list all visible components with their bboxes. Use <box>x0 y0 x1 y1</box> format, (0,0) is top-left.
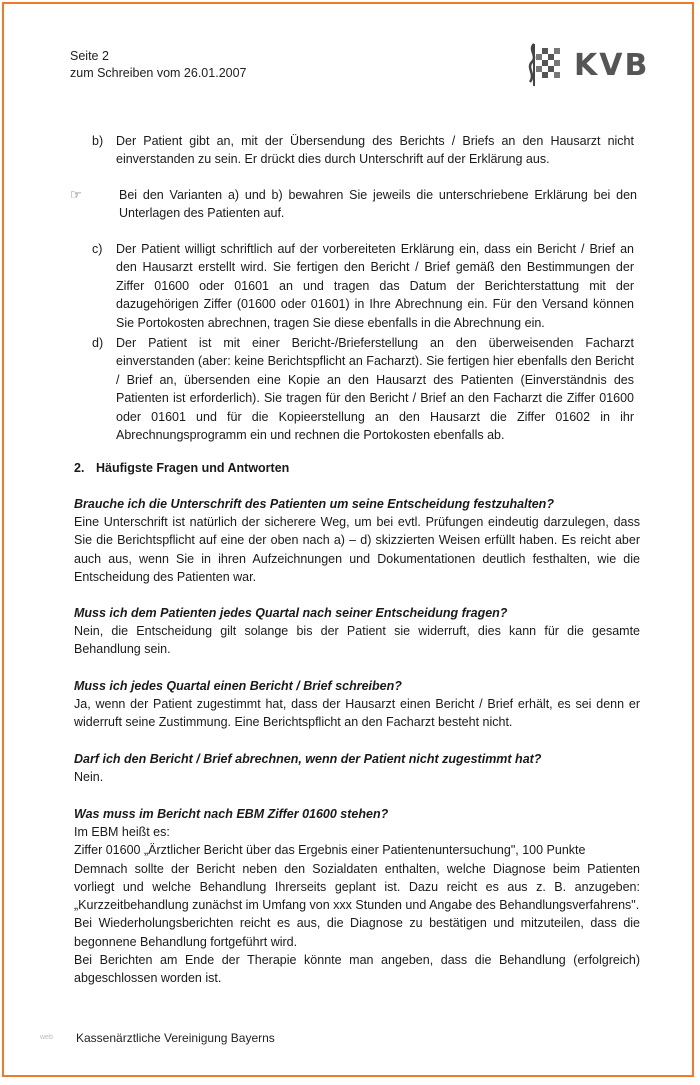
section-number: 2. <box>74 461 85 475</box>
list-text: Der Patient willigt schriftlich auf der vorbereiteten Erklärung ein, dass ein Bericht / Brief an den Hausarzt erstellt wird. Sie fertigen den Bericht / Brief gemäß den Bestimmungen der Ziffer 01600 oder 01601 an und tragen das Datum der Berichterstattung mit der dazugehörigen Ziffer (01600 oder 01601) in Ihre Abrechnung ein. Für den Versand können Sie Portokosten abrechnen, tragen Sie diese ebenfalls in die Abrechnung ein. <box>116 242 634 330</box>
list-label: c) <box>92 242 103 256</box>
answer-paragraph: Bei Wiederholungsberichten reicht es aus, die Diagnose zu bestätigen und mitzuteilen, dass die begonnene Behandlung fortgeführt wird. <box>74 916 640 949</box>
faq-answer <box>74 768 640 786</box>
answer-paragraph: Im EBM heißt es: <box>74 825 170 839</box>
list-label: b) <box>92 134 104 148</box>
page-header <box>70 48 247 82</box>
answer-paragraph: Nein, die Entscheidung gilt solange bis der Patient sie widerruft, dies kann für die gesamte Behandlung sein. <box>74 624 640 657</box>
logo-wordmark: KVB <box>574 47 650 83</box>
faq-answer <box>74 622 640 659</box>
faq-question: Brauche ich die Unterschrift des Patienten um seine Entscheidung festzuhalten? <box>74 497 554 511</box>
faq-question: Darf ich den Bericht / Brief abrechnen, wenn der Patient nicht zugestimmt hat? <box>74 752 542 766</box>
answer-paragraph: Nein. <box>74 770 104 784</box>
list-label: d) <box>92 336 104 350</box>
faq-question: Muss ich dem Patienten jedes Quartal nach seiner Entscheidung fragen? <box>74 606 508 620</box>
faq-question: Was muss im Bericht nach EBM Ziffer 01600 stehen? <box>74 807 389 821</box>
page-number: Seite 2 <box>70 49 109 63</box>
kvb-emblem-icon <box>524 42 572 88</box>
pointing-hand-icon: ☞ <box>70 187 82 202</box>
answer-paragraph: Eine Unterschrift ist natürlich der sicherere Weg, um bei evtl. Prüfungen eindeutig darzulegen, dass Sie die Berichtspflicht auf eine der oben nach a) – d) skizzierten Weisen erfüllt haben. Es reicht aber auch aus, wenn Sie in ihren Aufzeichnungen und Dokumentationen deutlich festhalten, wie die Entscheidung des Patienten war. <box>74 515 640 584</box>
document-page <box>2 2 694 1077</box>
section-heading <box>74 461 289 475</box>
answer-paragraph: Ja, wenn der Patient zugestimmt hat, dass der Hausarzt einen Bericht / Brief erhält, es sei denn er widerruft seine Zustimmung. Eine Berichtspflicht an den Facharzt besteht nicht. <box>74 697 640 730</box>
footer-organization: Kassenärztliche Vereinigung Bayerns <box>76 1031 275 1045</box>
list-text: Der Patient gibt an, mit der Übersendung des Berichts / Briefs an den Hausarzt nicht einverstanden zu sein. Er drückt dies durch Unterschrift auf der Erklärung aus. <box>116 134 634 167</box>
kvb-logo <box>524 40 684 90</box>
letter-reference: zum Schreiben vom 26.01.2007 <box>70 66 247 80</box>
faq-answer <box>74 513 640 586</box>
answer-paragraph: Ziffer 01600 „Ärztlicher Bericht über das Ergebnis einer Patientenuntersuchung", 100 Punkte <box>74 843 586 858</box>
note-paragraph: Bei den Varianten a) und b) bewahren Sie jeweils die unterschriebene Erklärung bei den Unterlagen des Patienten auf. <box>119 188 637 221</box>
section-title: Häufigste Fragen und Antworten <box>96 461 290 475</box>
answer-paragraph: Demnach sollte der Bericht neben den Sozialdaten enthalten, welche Diagnose beim Patienten vorliegt und welche Behandlung Ihrerseits geplant ist. Dazu reicht es aus z. B. anzugeben: „Kurzzeitbehandlung zunächst im Umfang von xxx Stunden und Angabe des Behandlungsverfahrens". <box>74 861 640 913</box>
footer-mark: web <box>40 1034 53 1041</box>
faq-answer <box>74 695 640 732</box>
faq-question: Muss ich jedes Quartal einen Bericht / Brief schreiben? <box>74 679 402 693</box>
list-text: Der Patient ist mit einer Bericht-/Brieferstellung an den überweisenden Facharzt einverstanden (aber: keine Berichtspflicht an Facharzt). Sie fertigen hier ebenfalls den Bericht / Brief an, übersenden eine Kopie an den Hausarzt des Patienten (Einverständnis des Patienten ist erforderlich). Sie tragen für den Bericht / Brief an den Facharzt die Ziffer 01600 oder 01601 und für die Kopieerstellung an den Hausarzt die Ziffer 01602 in ihr Abrechnungsprogramm ein und rechnen die Portokosten ebenfalls ab. <box>116 336 634 443</box>
faq-answer <box>74 823 640 988</box>
answer-paragraph: Bei Berichten am Ende der Therapie könnte man angeben, dass die Behandlung (erfolgreich) abgeschlossen worden ist. <box>74 953 640 986</box>
